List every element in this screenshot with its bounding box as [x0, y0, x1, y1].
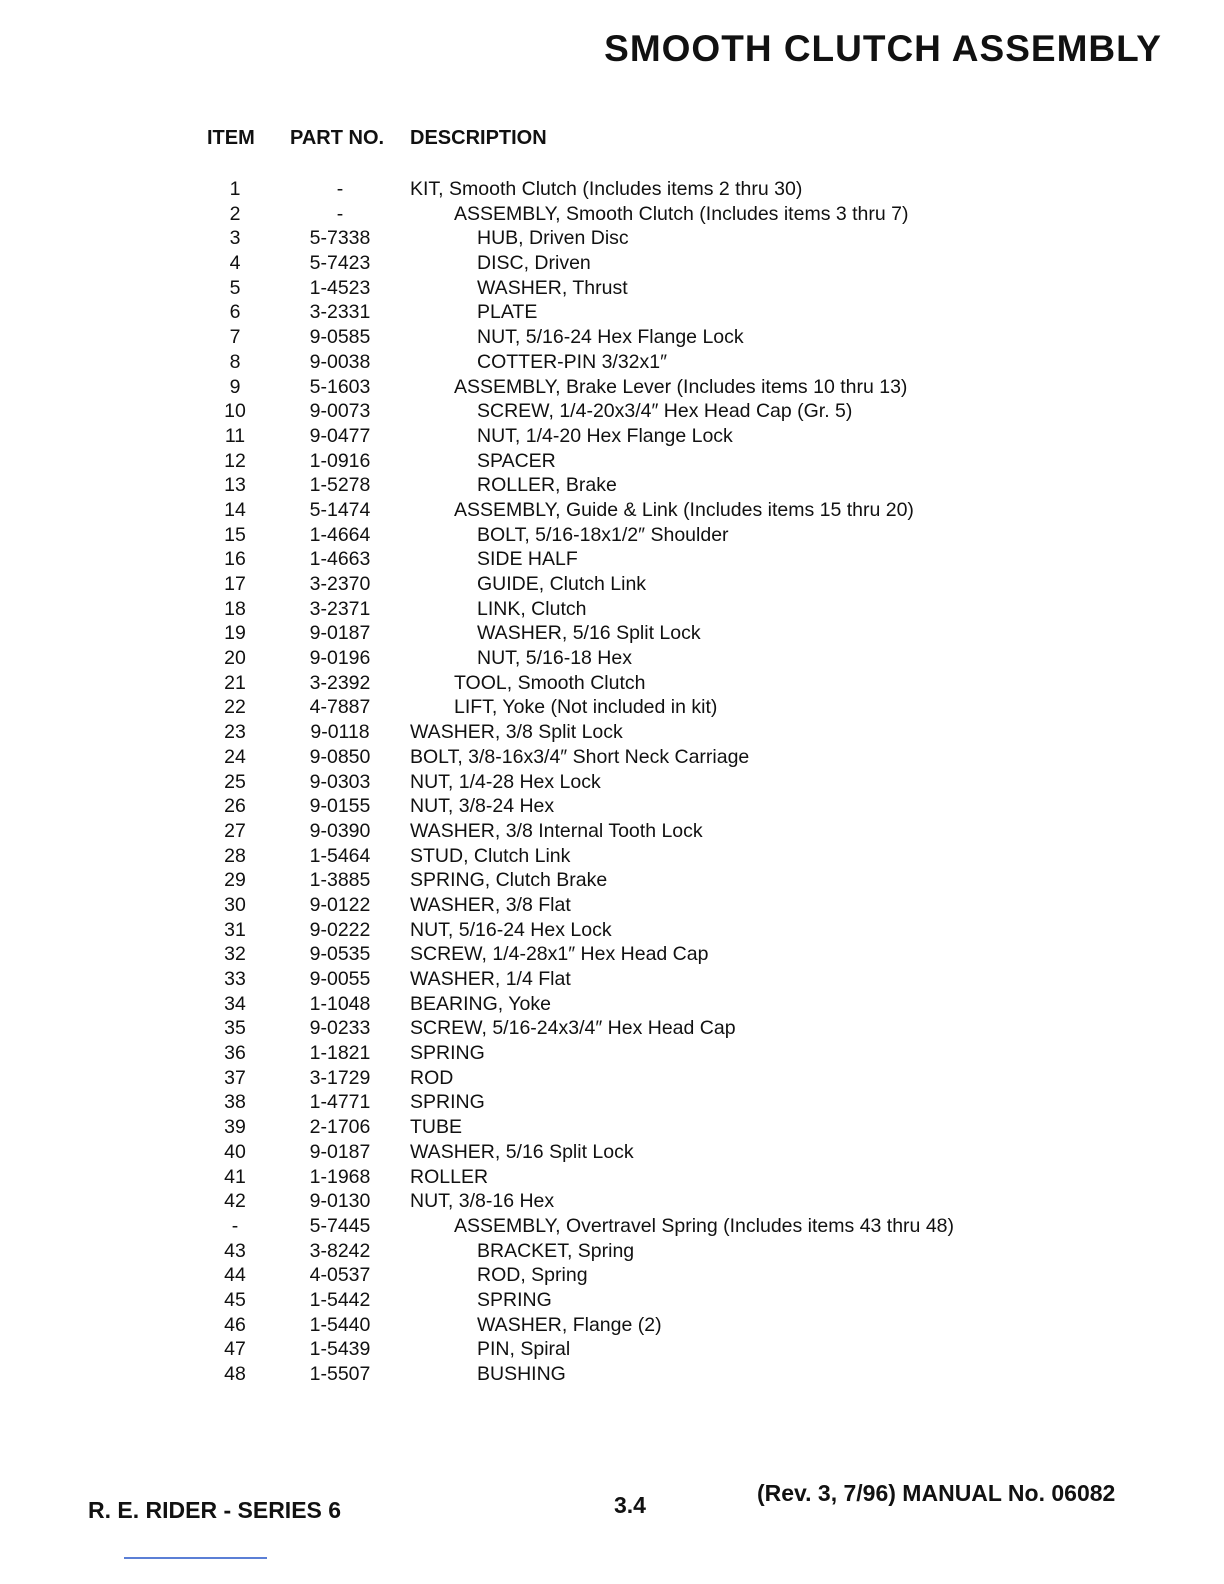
part-number: 9-0118	[310, 721, 370, 744]
part-number: 5-1474	[309, 498, 371, 521]
part-description: WASHER, 3/8 Flat	[410, 893, 571, 916]
table-row	[0, 226, 1224, 251]
part-description: WASHER, Thrust	[477, 276, 628, 299]
table-row	[0, 695, 1224, 720]
table-row	[0, 1090, 1224, 1115]
part-description: WASHER, 5/16 Split Lock	[477, 622, 701, 645]
part-number: 3-1729	[309, 1066, 371, 1089]
table-row	[0, 597, 1224, 622]
part-number: 1-0916	[309, 449, 371, 472]
item-number: 14	[224, 498, 246, 521]
part-number: 9-0222	[309, 918, 371, 941]
table-row	[0, 1041, 1224, 1066]
table-row	[0, 572, 1224, 597]
table-row	[0, 720, 1224, 745]
item-number: 4	[229, 252, 241, 275]
table-row	[0, 498, 1224, 523]
part-description: ASSEMBLY, Overtravel Spring (Includes items 43 thru 48)	[454, 1214, 955, 1237]
part-number: 4-7887	[309, 696, 371, 719]
item-number: 27	[224, 819, 246, 842]
table-row	[0, 992, 1224, 1017]
part-description: LIFT, Yoke (Not included in kit)	[454, 696, 718, 719]
part-number: -	[336, 178, 344, 200]
table-row	[0, 547, 1224, 572]
part-number: 1-4664	[309, 523, 371, 546]
part-description: WASHER, 3/8 Internal Tooth Lock	[410, 819, 703, 842]
table-row	[0, 177, 1224, 202]
part-number: 1-1821	[309, 1042, 371, 1065]
table-row	[0, 1165, 1224, 1190]
part-number: 5-7423	[309, 252, 371, 275]
footer-model: R. E. RIDER - SERIES 6	[88, 1497, 342, 1523]
part-number: 5-1603	[309, 375, 371, 398]
table-row	[0, 1239, 1224, 1264]
part-description: NUT, 1/4-28 Hex Lock	[410, 770, 601, 793]
item-number: 28	[224, 844, 246, 867]
part-number: 1-4523	[309, 276, 371, 299]
part-description: NUT, 5/16-24 Hex Lock	[410, 918, 612, 941]
table-row	[0, 1140, 1224, 1165]
table-row	[0, 621, 1224, 646]
table-row	[0, 844, 1224, 869]
part-number: 9-0390	[309, 819, 371, 842]
item-number: 21	[224, 671, 246, 694]
item-number: 5	[229, 276, 241, 299]
item-number: 36	[224, 1042, 246, 1065]
bottom-rule	[124, 1557, 267, 1559]
description-column-header: DESCRIPTION	[410, 127, 547, 149]
part-description: WASHER, 5/16 Split Lock	[410, 1140, 634, 1163]
part-number: 9-0038	[309, 350, 371, 373]
part-description: SCREW, 1/4-28x1″ Hex Head Cap	[410, 943, 709, 966]
part-number: 3-8242	[309, 1239, 371, 1262]
part-description: KIT, Smooth Clutch (Includes items 2 thru 30)	[410, 178, 803, 200]
part-number: 1-5439	[309, 1338, 371, 1361]
parts-list	[0, 177, 1224, 1387]
item-number: 25	[224, 770, 246, 793]
table-row	[0, 473, 1224, 498]
item-number: 32	[224, 943, 246, 966]
table-row	[0, 671, 1224, 696]
part-description: NUT, 5/16-18 Hex	[477, 647, 632, 670]
table-row	[0, 251, 1224, 276]
item-number: 35	[224, 1017, 246, 1040]
part-number: 3-2371	[309, 597, 371, 620]
item-number: 26	[224, 795, 246, 818]
table-row	[0, 1263, 1224, 1288]
part-number: 1-5507	[309, 1363, 371, 1385]
part-description: SPRING	[410, 1091, 485, 1114]
part-number: 1-5278	[309, 474, 371, 497]
part-number: 9-0850	[309, 745, 371, 768]
item-number: 9	[229, 375, 241, 398]
table-row	[0, 770, 1224, 795]
item-number: 45	[224, 1288, 246, 1311]
part-description: ASSEMBLY, Guide & Link (Includes items 15 thru 20)	[454, 498, 914, 521]
item-number: 2	[229, 202, 241, 225]
item-number: 48	[224, 1363, 246, 1385]
item-number: 40	[224, 1140, 246, 1163]
table-row	[0, 942, 1224, 967]
part-description: WASHER, Flange (2)	[477, 1313, 662, 1336]
item-number: 20	[224, 647, 246, 670]
part-number: 1-5440	[309, 1313, 371, 1336]
item-number: 24	[224, 745, 246, 768]
part-number: 1-5464	[309, 844, 371, 867]
part-description: WASHER, 3/8 Split Lock	[410, 721, 623, 744]
part-number: -	[336, 202, 344, 225]
item-number: 3	[229, 227, 241, 250]
part-description: SPRING	[477, 1288, 552, 1311]
item-number: 11	[224, 424, 246, 447]
item-number: 42	[224, 1190, 246, 1213]
item-number: 8	[229, 350, 241, 373]
part-number: 2-1706	[309, 1116, 371, 1139]
table-row	[0, 523, 1224, 548]
part-number: 1-5442	[309, 1288, 371, 1311]
item-number: 17	[224, 573, 246, 595]
part-number: 1-4663	[309, 548, 371, 571]
table-row	[0, 745, 1224, 770]
item-number: 31	[224, 918, 246, 941]
footer-manual-number: (Rev. 3, 7/96) MANUAL No. 06082	[757, 1480, 1116, 1506]
part-description: SPRING	[410, 1042, 485, 1065]
item-number: 41	[224, 1165, 246, 1188]
part-description: NUT, 1/4-20 Hex Flange Lock	[477, 424, 733, 447]
part-description: ROLLER	[410, 1165, 489, 1188]
part-number: 9-0187	[309, 1140, 371, 1163]
table-row	[0, 276, 1224, 301]
table-row	[0, 300, 1224, 325]
part-number: 3-2392	[309, 671, 371, 694]
part-number: 9-0233	[309, 1017, 371, 1040]
table-row	[0, 202, 1224, 227]
item-number: 1	[229, 178, 241, 200]
part-description: SIDE HALF	[477, 548, 578, 571]
part-number: 9-0155	[309, 795, 371, 818]
part-no-column-header: PART NO.	[290, 127, 385, 149]
part-description: TOOL, Smooth Clutch	[454, 671, 646, 694]
part-description: SPRING, Clutch Brake	[410, 869, 608, 892]
part-number: 5-7338	[309, 227, 371, 250]
item-number: 18	[224, 597, 246, 620]
item-number: 6	[229, 301, 241, 324]
table-row	[0, 350, 1224, 375]
item-number: 23	[224, 721, 246, 744]
part-number: 9-0585	[309, 326, 371, 349]
part-description: ASSEMBLY, Smooth Clutch (Includes items 3 thru 7)	[454, 202, 909, 225]
item-number: 29	[224, 869, 246, 892]
item-number: 15	[224, 523, 246, 546]
part-description: WASHER, 1/4 Flat	[410, 968, 571, 990]
table-row	[0, 424, 1224, 449]
part-description: ROD	[410, 1066, 454, 1089]
table-row	[0, 893, 1224, 918]
part-number: 3-2370	[309, 573, 371, 595]
part-number: 3-2331	[309, 301, 371, 324]
table-row	[0, 967, 1224, 992]
table-row	[0, 325, 1224, 350]
table-row	[0, 794, 1224, 819]
table-row	[0, 1362, 1224, 1387]
item-number: 7	[229, 326, 241, 349]
part-number: 1-1048	[309, 992, 371, 1015]
part-description: PLATE	[477, 301, 538, 324]
item-number: 38	[224, 1091, 246, 1114]
part-number: 9-0187	[309, 622, 371, 645]
part-description: SPACER	[477, 449, 556, 472]
part-number: 1-1968	[309, 1165, 371, 1188]
table-row	[0, 1313, 1224, 1338]
item-number: 39	[224, 1116, 246, 1139]
item-number: 19	[224, 622, 246, 645]
table-row	[0, 1066, 1224, 1091]
item-number: 46	[224, 1313, 246, 1336]
part-description: STUD, Clutch Link	[410, 844, 571, 867]
part-description: SCREW, 5/16-24x3/4″ Hex Head Cap	[410, 1017, 736, 1040]
table-row	[0, 819, 1224, 844]
part-number: 4-0537	[309, 1264, 371, 1287]
part-description: COTTER-PIN 3/32x1″	[477, 350, 668, 373]
part-number: 9-0073	[309, 400, 371, 423]
table-row	[0, 1016, 1224, 1041]
part-number: 9-0122	[309, 893, 371, 916]
item-number: 33	[224, 968, 246, 990]
table-row	[0, 1288, 1224, 1313]
part-description: SCREW, 1/4-20x3/4″ Hex Head Cap (Gr. 5)	[477, 400, 853, 423]
item-number: 12	[224, 449, 246, 472]
table-row	[0, 1214, 1224, 1239]
part-description: NUT, 3/8-16 Hex	[410, 1190, 555, 1213]
table-row	[0, 868, 1224, 893]
part-description: BOLT, 5/16-18x1/2″ Shoulder	[477, 523, 729, 546]
part-description: HUB, Driven Disc	[477, 227, 629, 250]
part-description: PIN, Spiral	[477, 1338, 571, 1361]
item-number: 22	[224, 696, 246, 719]
part-number: 9-0130	[309, 1190, 371, 1213]
item-number: 44	[224, 1264, 246, 1287]
part-description: NUT, 3/8-24 Hex	[410, 795, 555, 818]
part-description: BUSHING	[477, 1363, 566, 1385]
part-description: LINK, Clutch	[477, 597, 587, 620]
part-number: 1-3885	[309, 869, 371, 892]
part-number: 9-0535	[309, 943, 371, 966]
table-row	[0, 399, 1224, 424]
part-description: TUBE	[410, 1116, 463, 1139]
page-title: SMOOTH CLUTCH ASSEMBLY	[604, 28, 1162, 69]
item-number: 10	[224, 400, 246, 423]
part-number: 9-0196	[309, 647, 371, 670]
table-row	[0, 646, 1224, 671]
part-description: ASSEMBLY, Brake Lever (Includes items 10 thru 13)	[454, 375, 908, 398]
item-number: 30	[224, 893, 246, 916]
part-description: ROLLER, Brake	[477, 474, 617, 497]
footer-page-number: 3.4	[614, 1492, 646, 1518]
table-row	[0, 1115, 1224, 1140]
part-number: 9-0477	[309, 424, 371, 447]
item-number: 37	[224, 1066, 246, 1089]
item-column-header: ITEM	[207, 127, 255, 149]
table-row	[0, 918, 1224, 943]
part-description: DISC, Driven	[477, 252, 591, 275]
item-number: 16	[224, 548, 246, 571]
part-description: GUIDE, Clutch Link	[477, 573, 647, 595]
table-row	[0, 375, 1224, 400]
part-number: 5-7445	[309, 1214, 371, 1237]
item-number: 13	[224, 474, 246, 497]
table-row	[0, 1189, 1224, 1214]
item-number: 43	[224, 1239, 246, 1262]
part-description: BEARING, Yoke	[410, 992, 551, 1015]
part-description: ROD, Spring	[477, 1264, 588, 1287]
table-row	[0, 1337, 1224, 1362]
part-number: 9-0055	[309, 968, 371, 990]
part-number: 9-0303	[309, 770, 371, 793]
part-number: 1-4771	[309, 1091, 371, 1114]
part-description: NUT, 5/16-24 Hex Flange Lock	[477, 326, 744, 349]
part-description: BRACKET, Spring	[477, 1239, 635, 1262]
part-description: BOLT, 3/8-16x3/4″ Short Neck Carriage	[410, 745, 750, 768]
item-number: -	[231, 1214, 239, 1237]
table-row	[0, 449, 1224, 474]
item-number: 47	[224, 1338, 246, 1361]
item-number: 34	[224, 992, 246, 1015]
